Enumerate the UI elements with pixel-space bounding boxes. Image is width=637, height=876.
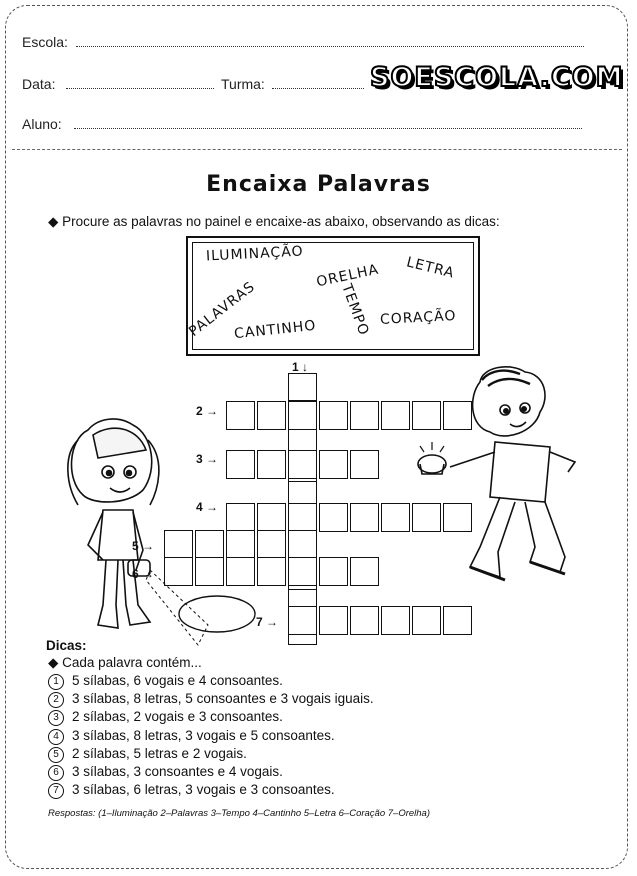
flashlight-beam-spot [172, 588, 262, 638]
crossword-cell[interactable] [381, 401, 410, 430]
crossword-cell[interactable] [288, 530, 317, 559]
class-label: Turma: [221, 76, 265, 92]
arrow-right-icon: → [206, 500, 219, 514]
word-palavras: PALAVRAS [186, 278, 259, 340]
clue-number-5-text: 5 [132, 539, 139, 553]
instruction: ◆ Procure as palavras no painel e encaixe-as abaixo, observando as dicas: [48, 214, 500, 229]
crossword-cell[interactable] [288, 373, 317, 402]
school-label: Escola: [22, 34, 68, 50]
hint-text: 2 sílabas, 5 letras e 2 vogais. [72, 746, 247, 761]
clue-number-4 [196, 500, 218, 514]
crossword-cell[interactable] [257, 401, 286, 430]
clue-number-3 [196, 452, 218, 466]
hint-text: 2 sílabas, 2 vogais e 3 consoantes. [72, 709, 283, 724]
crossword-cell[interactable] [381, 503, 410, 532]
hint-text: 5 sílabas, 6 vogais e 4 consoantes. [72, 673, 283, 688]
word-panel [186, 236, 480, 356]
crossword-cell[interactable] [350, 503, 379, 532]
hint-number-badge: 5 [48, 747, 64, 763]
crossword-cell[interactable] [288, 450, 317, 479]
hints-intro: ◆ Cada palavra contém... [48, 655, 202, 670]
clue-number-4-text: 4 [196, 500, 203, 514]
crossword-cell[interactable] [350, 557, 379, 586]
arrow-down-icon: ↓ [302, 360, 309, 374]
word-iluminacao: ILUMINAÇÃO [205, 243, 304, 265]
answer-key: Respostas: (1–Iluminação 2–Palavras 3–Tempo 4–Cantinho 5–Letra 6–Coração 7–Orelha) [48, 808, 430, 819]
crossword-cell[interactable] [319, 401, 348, 430]
student-field[interactable] [74, 128, 582, 129]
crossword-cell[interactable] [288, 606, 317, 635]
boy-with-bell-illustration [410, 362, 590, 592]
clue-number-7-text: 7 [256, 615, 263, 629]
bell-icon [418, 442, 446, 474]
crossword-cell[interactable] [350, 401, 379, 430]
word-orelha: ORELHA [315, 261, 381, 291]
hint-item [48, 728, 335, 745]
hint-number-badge: 7 [48, 783, 64, 799]
crossword-cell[interactable] [443, 606, 472, 635]
hint-number-badge: 3 [48, 710, 64, 726]
crossword-cell[interactable] [319, 450, 348, 479]
crossword-cell[interactable] [350, 606, 379, 635]
date-label: Data: [22, 76, 56, 92]
word-tempo: TEMPO [338, 281, 372, 339]
hint-number-badge: 6 [48, 765, 64, 781]
crossword-cell[interactable] [319, 606, 348, 635]
crossword-cell[interactable] [288, 557, 317, 586]
hints-intro-text: Cada palavra contém... [62, 655, 202, 670]
school-field[interactable] [76, 46, 584, 47]
crossword-cell[interactable] [226, 557, 255, 586]
crossword-cell[interactable] [257, 530, 286, 559]
crossword-cell[interactable] [319, 503, 348, 532]
student-label: Aluno: [22, 116, 62, 132]
word-letra: LETRA [404, 254, 457, 282]
arrow-right-icon: → [206, 452, 219, 466]
crossword-cell[interactable] [226, 401, 255, 430]
crossword-cell[interactable] [288, 401, 317, 430]
hint-number-badge: 4 [48, 729, 64, 745]
clue-number-1 [292, 360, 308, 374]
crossword-cell[interactable] [195, 557, 224, 586]
word-cantinho: CANTINHO [233, 317, 318, 343]
hint-text: 3 sílabas, 8 letras, 5 consoantes e 3 vogais iguais. [72, 691, 374, 706]
hint-item [48, 782, 335, 799]
arrow-right-icon: → [206, 404, 219, 418]
hint-item [48, 764, 283, 781]
hint-item [48, 709, 283, 726]
clue-number-2-text: 2 [196, 404, 203, 418]
clue-number-2 [196, 404, 218, 418]
hint-number-badge: 2 [48, 692, 64, 708]
word-coracao: CORAÇÃO [379, 308, 457, 328]
crossword-cell[interactable] [226, 450, 255, 479]
crossword-cell[interactable] [257, 557, 286, 586]
crossword-cell[interactable] [257, 503, 286, 532]
header-divider [12, 149, 622, 150]
class-field[interactable] [272, 88, 364, 89]
hint-text: 3 sílabas, 6 letras, 3 vogais e 3 consoantes. [72, 782, 335, 797]
crossword-cell[interactable] [412, 606, 441, 635]
hint-item [48, 673, 283, 690]
worksheet-title: Encaixa Palavras [206, 172, 431, 197]
girl-with-flashlight-illustration [58, 410, 178, 640]
crossword-cell[interactable] [350, 450, 379, 479]
arrow-right-icon: → [142, 567, 155, 581]
hint-item [48, 746, 247, 763]
instruction-text: Procure as palavras no painel e encaixe-as abaixo, observando as dicas: [62, 214, 500, 229]
date-field[interactable] [66, 88, 214, 89]
clue-number-1-text: 1 [292, 360, 299, 374]
hint-text: 3 sílabas, 8 letras, 3 vogais e 5 consoantes. [72, 728, 335, 743]
hint-number-badge: 1 [48, 674, 64, 690]
clue-number-3-text: 3 [196, 452, 203, 466]
crossword-cell[interactable] [257, 450, 286, 479]
clue-number-6-text: 6 [132, 567, 139, 581]
arrow-right-icon: → [266, 615, 279, 629]
arrow-right-icon: → [142, 539, 155, 553]
soescola-logo: SOESCOLA.COM [370, 62, 624, 93]
hints-title: Dicas: [46, 638, 87, 653]
crossword-cell[interactable] [226, 530, 255, 559]
crossword-cell[interactable] [319, 557, 348, 586]
crossword-cell[interactable] [226, 503, 255, 532]
hint-item [48, 691, 374, 708]
crossword-cell[interactable] [195, 530, 224, 559]
hint-text: 3 sílabas, 3 consoantes e 4 vogais. [72, 764, 283, 779]
crossword-cell[interactable] [288, 503, 317, 532]
crossword-cell[interactable] [381, 606, 410, 635]
